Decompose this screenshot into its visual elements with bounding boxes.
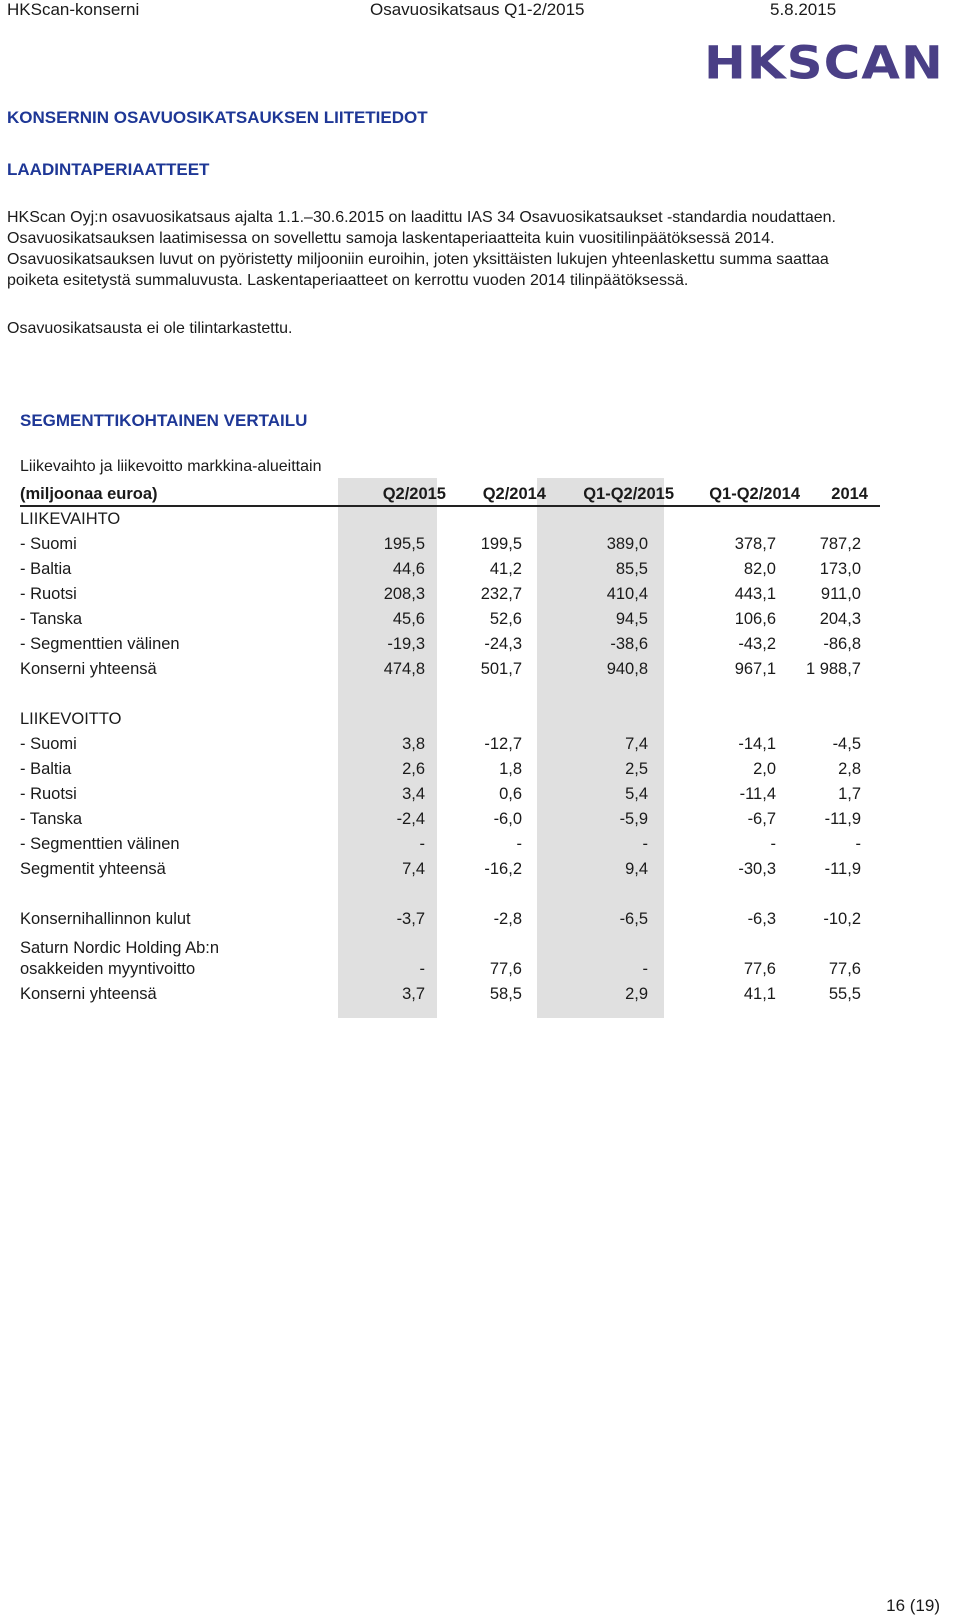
audit-note: Osavuosikatsausta ei ole tilintarkastettu. xyxy=(7,320,293,337)
table-cell: 3,4 xyxy=(402,785,425,803)
table-cell: 195,5 xyxy=(383,535,425,553)
table-cell: - xyxy=(419,960,425,978)
table-cell: -11,9 xyxy=(824,860,861,878)
table-cell: -5,9 xyxy=(619,810,648,828)
table-cell: -2,4 xyxy=(396,810,425,828)
table-cell: 77,6 xyxy=(489,960,522,978)
table-cell: 2,6 xyxy=(402,760,425,778)
table-cell: 44,6 xyxy=(392,560,425,578)
table-cell: 378,7 xyxy=(734,535,776,553)
table-cell: 389,0 xyxy=(606,535,648,553)
table-cell: 41,1 xyxy=(743,985,776,1003)
hkscan-logo: HKSCAN xyxy=(704,37,944,90)
header-date: 5.8.2015 xyxy=(770,0,837,19)
row-label: - Suomi xyxy=(20,735,77,753)
table-cell: 106,6 xyxy=(734,610,776,628)
table-cell: 410,4 xyxy=(606,585,648,603)
table-cell: 2,0 xyxy=(753,760,776,778)
table-cell: -12,7 xyxy=(484,735,522,753)
table-cell: -19,3 xyxy=(387,635,425,653)
table-cell: -10,2 xyxy=(823,910,861,928)
row-label: - Segmenttien välinen xyxy=(20,635,180,653)
segment-title: SEGMENTTIKOHTAINEN VERTAILU xyxy=(20,411,308,430)
table-cell: 0,6 xyxy=(499,785,522,803)
row-label: - Tanska xyxy=(20,610,83,628)
table-cell: -6,0 xyxy=(493,810,522,828)
row-label: Saturn Nordic Holding Ab:n xyxy=(20,939,220,957)
paragraph-line: poiketa esitetystä summaluvusta. Laskentaperiaatteet on kerrottu vuoden 2014 tilinpäätöksessä. xyxy=(7,272,689,289)
table-cell: - xyxy=(642,960,648,978)
column-header: Q1-Q2/2014 xyxy=(709,485,800,503)
table-cell: 7,4 xyxy=(625,735,648,753)
table-cell: - xyxy=(419,835,425,853)
table-cell: 94,5 xyxy=(615,610,648,628)
table-cell: 5,4 xyxy=(625,785,648,803)
row-label: - Baltia xyxy=(20,560,72,578)
table-cell: 3,8 xyxy=(402,735,425,753)
table-cell: -16,2 xyxy=(484,860,522,878)
table-cell: -6,7 xyxy=(747,810,776,828)
table-cell: -11,4 xyxy=(739,785,776,803)
table-cell: -6,5 xyxy=(619,910,648,928)
table-cell: -14,1 xyxy=(738,735,776,753)
table-cell: -86,8 xyxy=(823,635,861,653)
table-cell: 204,3 xyxy=(819,610,861,628)
table-cell: 85,5 xyxy=(615,560,648,578)
row-label: LIIKEVAIHTO xyxy=(20,510,121,528)
table-cell: -4,5 xyxy=(832,735,861,753)
principles-heading: LAADINTAPERIAATTEET xyxy=(7,160,210,179)
table-cell: 45,6 xyxy=(392,610,425,628)
table-cell: -30,3 xyxy=(738,860,776,878)
table-cell: 232,7 xyxy=(480,585,522,603)
table-cell: 2,9 xyxy=(625,985,648,1003)
unit-label: (miljoonaa euroa) xyxy=(20,485,158,503)
table-cell: 940,8 xyxy=(606,660,648,678)
table-cell: -11,9 xyxy=(824,810,861,828)
table-cell: 77,6 xyxy=(828,960,861,978)
column-header: 2014 xyxy=(831,485,868,503)
table-cell: 2,8 xyxy=(838,760,861,778)
table-cell: 787,2 xyxy=(819,535,861,553)
table-cell: - xyxy=(516,835,522,853)
table-cell: 1 988,7 xyxy=(805,660,861,678)
table-cell: 199,5 xyxy=(480,535,522,553)
table-cell: 967,1 xyxy=(734,660,776,678)
row-label: LIIKEVOITTO xyxy=(20,710,122,728)
table-cell: -43,2 xyxy=(738,635,776,653)
paragraph-line: HKScan Oyj:n osavuosikatsaus ajalta 1.1.–30.6.2015 on laadittu IAS 34 Osavuosikatsaukset -standardia noudattaen. xyxy=(7,209,836,226)
table-cell: 55,5 xyxy=(828,985,861,1003)
row-label: osakkeiden myyntivoitto xyxy=(20,960,196,978)
table-cell: 7,4 xyxy=(402,860,425,878)
paragraph-line: Osavuosikatsauksen luvut on pyöristetty miljooniin euroihin, joten yksittäisten lukujen yhteenlaskettu summa saattaa xyxy=(7,251,829,268)
row-label: - Tanska xyxy=(20,810,83,828)
row-label: - Baltia xyxy=(20,760,72,778)
table-cell: -3,7 xyxy=(396,910,425,928)
column-header: Q1-Q2/2015 xyxy=(583,485,674,503)
table-cell: 443,1 xyxy=(734,585,776,603)
table-cell: - xyxy=(855,835,861,853)
table-cell: -2,8 xyxy=(493,910,522,928)
table-cell: -6,3 xyxy=(747,910,776,928)
table-cell: - xyxy=(770,835,776,853)
table-cell: - xyxy=(642,835,648,853)
table-cell: 501,7 xyxy=(480,660,522,678)
row-label: - Ruotsi xyxy=(20,785,77,803)
paragraph-line: Osavuosikatsauksen laatimisessa on sovellettu samoja laskentaperiaatteita kuin vuositilinpäätöksessä 2014. xyxy=(7,230,775,247)
table-cell: 208,3 xyxy=(383,585,425,603)
header-report-title: Osavuosikatsaus Q1-2/2015 xyxy=(370,0,585,19)
page-number: 16 (19) xyxy=(886,1596,940,1615)
column-header: Q2/2015 xyxy=(382,485,446,503)
table-header-row xyxy=(20,483,880,507)
table-cell: 58,5 xyxy=(489,985,522,1003)
table-cell: 1,7 xyxy=(838,785,861,803)
notes-heading: KONSERNIN OSAVUOSIKATSAUKSEN LIITETIEDOT xyxy=(7,108,428,127)
table-cell: 474,8 xyxy=(383,660,425,678)
table-cell: 1,8 xyxy=(499,760,522,778)
row-label: Segmentit yhteensä xyxy=(20,860,166,878)
table-cell: 3,7 xyxy=(402,985,425,1003)
table-cell: 173,0 xyxy=(819,560,861,578)
header-company: HKScan-konserni xyxy=(7,0,140,19)
table-cell: 41,2 xyxy=(489,560,522,578)
table-cell: 9,4 xyxy=(625,860,648,878)
table-cell: 52,6 xyxy=(489,610,522,628)
row-label: - Segmenttien välinen xyxy=(20,835,180,853)
table-cell: 77,6 xyxy=(743,960,776,978)
row-label: Konserni yhteensä xyxy=(20,985,157,1003)
row-label: Konserni yhteensä xyxy=(20,660,157,678)
row-label: Konsernihallinnon kulut xyxy=(20,910,191,928)
row-label: - Ruotsi xyxy=(20,585,77,603)
table-cell: -24,3 xyxy=(484,635,522,653)
table-cell: -38,6 xyxy=(610,635,648,653)
row-label: - Suomi xyxy=(20,535,77,553)
table-cell: 82,0 xyxy=(743,560,776,578)
table-caption: Liikevaihto ja liikevoitto markkina-alueittain xyxy=(20,458,322,475)
table-cell: 911,0 xyxy=(820,585,861,603)
table-cell: 2,5 xyxy=(625,760,648,778)
column-header: Q2/2014 xyxy=(482,485,546,503)
